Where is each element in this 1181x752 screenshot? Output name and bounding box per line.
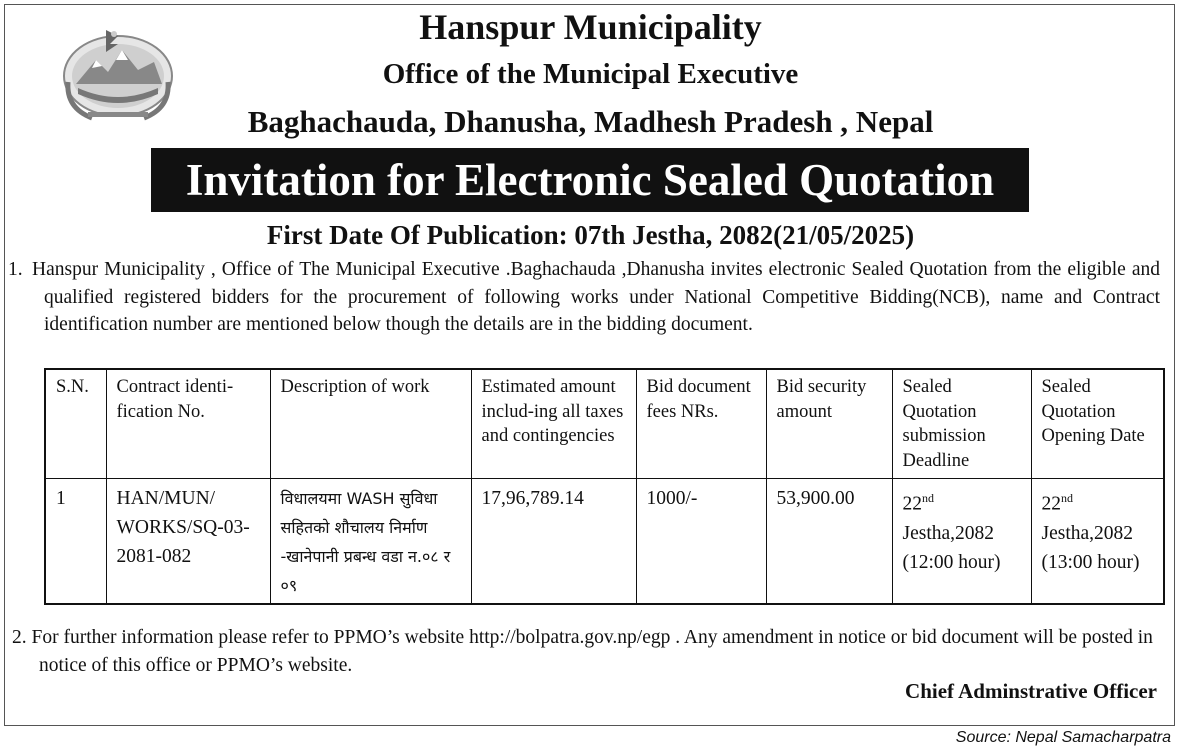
cell-sn: 1 xyxy=(45,479,106,605)
source-credit: Source: Nepal Samacharpatra xyxy=(955,729,1171,746)
header-submission-deadline: Sealed Quotation submission Deadline xyxy=(892,369,1031,479)
table-row xyxy=(45,479,1164,605)
cell-contract-id: HAN/MUN/ WORKS/SQ-03-2081-082 xyxy=(106,479,270,605)
cell-opening-date xyxy=(1031,479,1164,605)
notice-title-banner: Invitation for Electronic Sealed Quotation xyxy=(151,148,1029,212)
submission-day: 22 xyxy=(902,493,922,515)
header-contract-id: Contract identi-fication No. xyxy=(106,369,270,479)
opening-day-suffix: nd xyxy=(1061,491,1073,505)
cell-description: विधालयमा WASH सुविधा सहितको शौचालय निर्माण -खानेपानी प्रबन्ध वडा न.०८ र ०९ xyxy=(270,479,471,605)
paragraph-1-number: 1. xyxy=(8,259,23,280)
header-opening-date: Sealed Quotation Opening Date xyxy=(1031,369,1164,479)
paragraph-1-text: Hanspur Municipality , Office of The Municipal Executive .Baghachauda ,Dhanusha invites electronic Sealed Quotation from the eligible and qualified registered bidders for the procurement of following works under National Competitive Bidding(NCB), name and Contract identification number are mentioned below though the details are in the bidding document. xyxy=(32,259,1160,335)
header-bid-doc-fees: Bid document fees NRs. xyxy=(636,369,766,479)
opening-month-time: Jestha,2082 (13:00 hour) xyxy=(1041,522,1140,573)
paragraph-2-text: 2. For further information please refer to PPMO’s website http://bolpatra.gov.np/egp . Any amendment in notice or bid document will be posted in notice of this office or PPMO’s website. xyxy=(12,627,1153,676)
cell-submission-deadline xyxy=(892,479,1031,605)
office-name: Office of the Municipal Executive xyxy=(382,58,799,90)
header-estimated-amount: Estimated amount includ-ing all taxes and contingencies xyxy=(471,369,636,479)
table-header-row xyxy=(45,369,1164,479)
municipality-name: Hanspur Municipality xyxy=(419,7,762,47)
paragraph-1 xyxy=(8,256,1160,339)
publication-date: First Date Of Publication: 07th Jestha, 2082(21/05/2025) xyxy=(266,220,915,250)
signatory-title: Chief Adminstrative Officer xyxy=(905,679,1157,703)
header-bid-security: Bid security amount xyxy=(766,369,892,479)
cell-bid-security: 53,900.00 xyxy=(766,479,892,605)
opening-day: 22 xyxy=(1041,493,1061,515)
submission-month-time: Jestha,2082 (12:00 hour) xyxy=(902,522,1001,573)
header-sn: S.N. xyxy=(45,369,106,479)
cell-bid-doc-fees: 1000/- xyxy=(636,479,766,605)
contract-table xyxy=(44,368,1165,605)
office-address: Baghachauda, Dhanusha, Madhesh Pradesh , Nepal xyxy=(247,104,934,139)
header-description: Description of work xyxy=(270,369,471,479)
paragraph-2 xyxy=(12,624,1162,679)
submission-day-suffix: nd xyxy=(922,491,934,505)
cell-estimated-amount: 17,96,789.14 xyxy=(471,479,636,605)
